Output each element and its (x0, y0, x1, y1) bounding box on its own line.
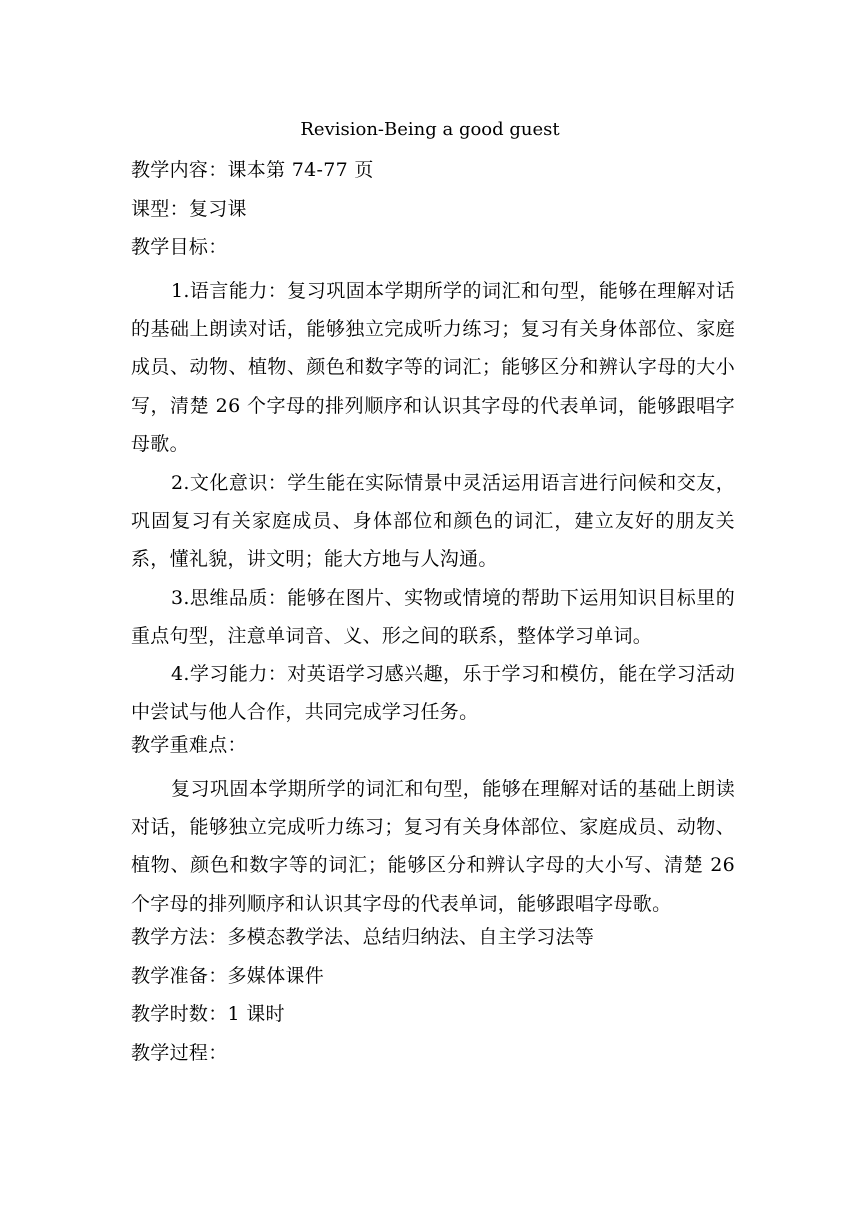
objective-thinking-quality: 3.思维品质：能够在图片、实物或情境的帮助下运用知识目标里的重点句型，注意单词音、义、形之间的联系，整体学习单词。 (131, 587, 735, 648)
key-points-heading: 教学重难点： (131, 734, 247, 756)
objective-cultural-awareness: 2.文化意识：学生能在实际情景中灵活运用语言进行问候和交友，巩固复习有关家庭成员、身体部位和颜色的词汇，建立友好的朋友关系，懂礼貌，讲文明；能大方地与人沟通。 (131, 472, 735, 571)
teaching-preparation-line: 教学准备：多媒体课件 (131, 965, 325, 987)
document-title: Revision-Being a good guest (300, 119, 560, 140)
objective-learning-ability: 4.学习能力：对英语学习感兴趣，乐于学习和模仿，能在学习活动中尝试与他人合作，共同完成学习任务。 (131, 663, 735, 724)
teaching-hours-line: 教学时数：1 课时 (131, 1003, 285, 1025)
objective-language-ability: 1.语言能力：复习巩固本学期所学的词汇和句型，能够在理解对话的基础上朗读对话，能够独立完成听力练习；复习有关身体部位、家庭成员、动物、植物、颜色和数字等的词汇；能够区分和辨认字母的大小写，清楚 26 个字母的排列顺序和认识其字母的代表单词，能够跟唱字母歌。 (131, 280, 735, 455)
key-points-paragraph: 复习巩固本学期所学的词汇和句型，能够在理解对话的基础上朗读对话，能够独立完成听力练习；复习有关身体部位、家庭成员、动物、植物、颜色和数字等的词汇；能够区分和辨认字母的大小写、清楚 26 个字母的排列顺序和认识其字母的代表单词，能够跟唱字母歌。 (131, 778, 735, 915)
teaching-methods-line: 教学方法：多模态教学法、总结归纳法、自主学习法等 (131, 926, 595, 948)
teaching-process-heading: 教学过程： (131, 1042, 228, 1064)
teaching-content-line: 教学内容：课本第 74-77 页 (131, 159, 374, 181)
lesson-type-line: 课型：复习课 (131, 198, 247, 220)
objectives-heading: 教学目标： (131, 236, 228, 258)
